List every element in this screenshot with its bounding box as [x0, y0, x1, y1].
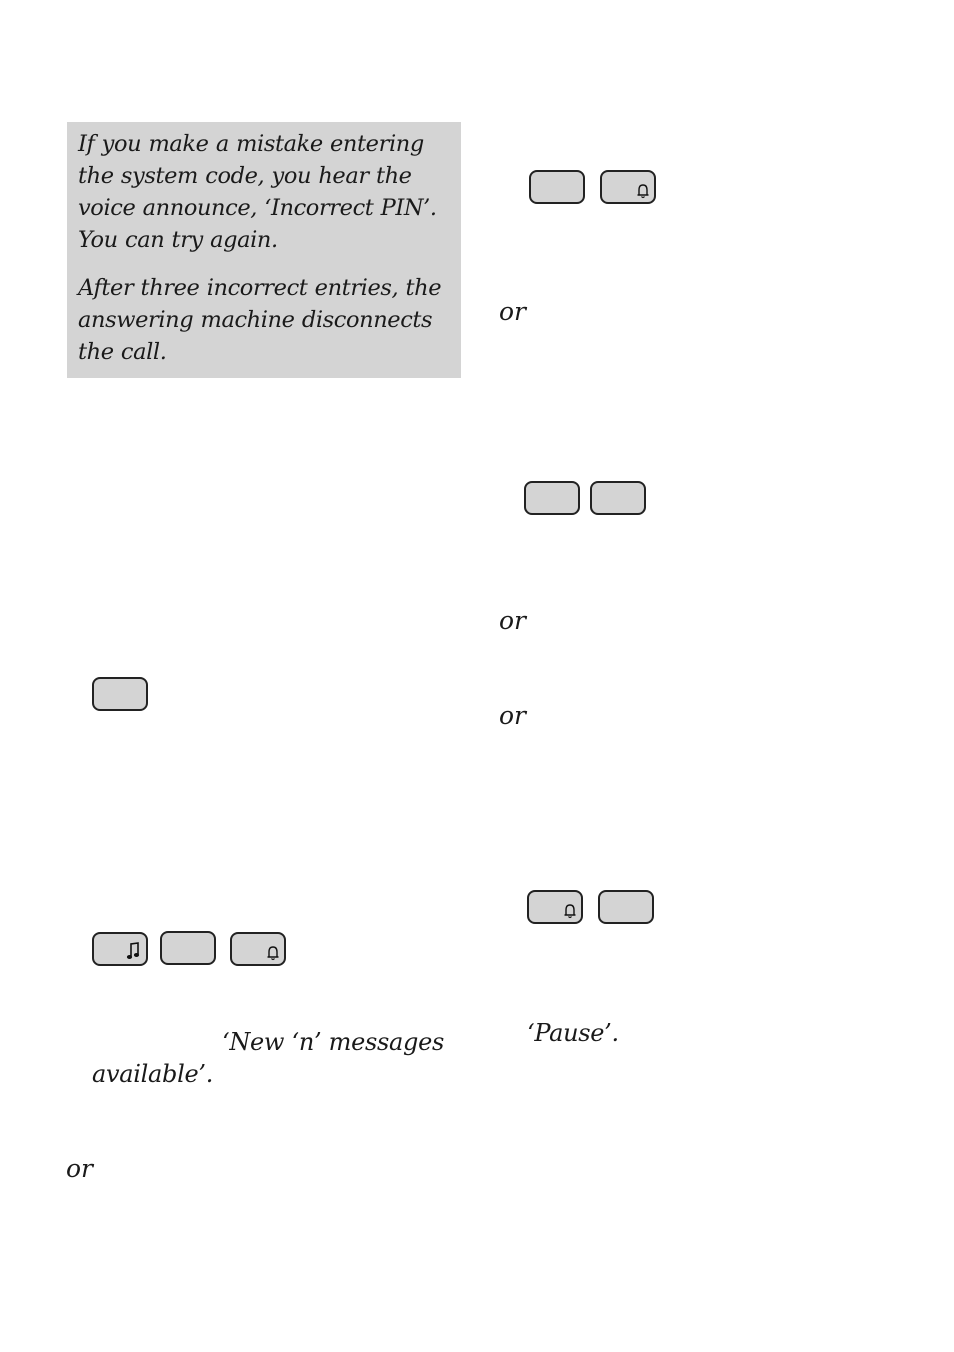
- blank-key: [524, 481, 580, 515]
- blank-key: [529, 170, 585, 204]
- messages-text-line-2: available’.: [92, 1060, 214, 1088]
- bell-key: [600, 170, 656, 204]
- bell-key: [527, 890, 583, 924]
- info-note: [67, 122, 461, 378]
- or-label: or: [499, 297, 527, 326]
- bell-icon: [563, 903, 577, 919]
- blank-key: [160, 931, 216, 965]
- or-label: or: [499, 701, 527, 730]
- note-paragraph-2: After three incorrect entries, the answering machine disconnects the call.: [78, 275, 442, 365]
- bell-icon: [266, 945, 280, 961]
- or-label: or: [499, 606, 527, 635]
- bell-key: [230, 932, 286, 966]
- music-key: [92, 932, 148, 966]
- messages-text-line-1: ‘New ‘n’ messages: [222, 1028, 445, 1056]
- pause-text: ‘Pause’.: [527, 1019, 619, 1047]
- blank-key: [590, 481, 646, 515]
- bell-icon: [636, 183, 650, 199]
- handset-key: [92, 677, 148, 711]
- blank-key: [598, 890, 654, 924]
- note-paragraph-1: If you make a mistake entering the system code, you hear the voice announce, ‘Incorrect PIN’. You can try again.: [78, 131, 437, 253]
- or-label: or: [66, 1154, 94, 1183]
- music-note-icon: [126, 941, 142, 961]
